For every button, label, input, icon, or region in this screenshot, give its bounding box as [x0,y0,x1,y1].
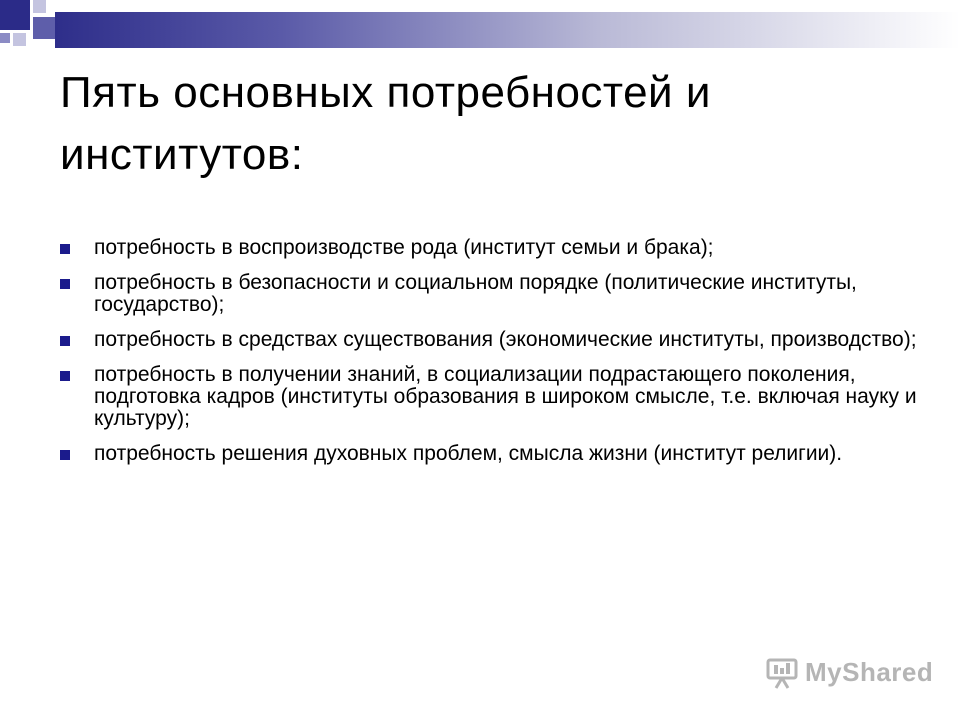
deco-square-light [13,33,26,46]
deco-square-medium [33,17,55,39]
bullet-square-icon [60,450,70,460]
deco-square-dark [0,0,30,30]
list-item-text: потребность в получении знаний, в социализации подрастающего поколения, подготовка кадров (институты образования в широком смысле, т.е. включая науку и культуру); [94,363,917,430]
myshared-logo [765,655,934,691]
list-item-text: потребность в безопасности и социальном порядке (политические институты, государство); [94,271,857,316]
list-item-text: потребность в воспроизводстве рода (институт семьи и брака); [94,236,714,259]
bullet-square-icon [60,244,70,254]
list-item-text: потребность в средствах существования (экономические институты, производство); [94,328,917,351]
logo-text: MyShared [805,657,934,687]
bullet-list [60,237,920,478]
list-item [60,329,920,351]
list-item-text: потребность решения духовных проблем, смысла жизни (институт религии). [94,442,843,465]
bullet-square-icon [60,279,70,289]
list-item [60,443,920,465]
deco-square-light [33,0,46,13]
deco-square-small [0,33,10,43]
presentation-board-icon [765,657,799,689]
title-bar-gradient [55,12,960,48]
slide-title: Пять основных потребностей и институтов: [60,68,711,179]
list-item [60,237,920,259]
bullet-square-icon [60,336,70,346]
list-item [60,364,920,430]
list-item [60,272,920,316]
bullet-square-icon [60,371,70,381]
